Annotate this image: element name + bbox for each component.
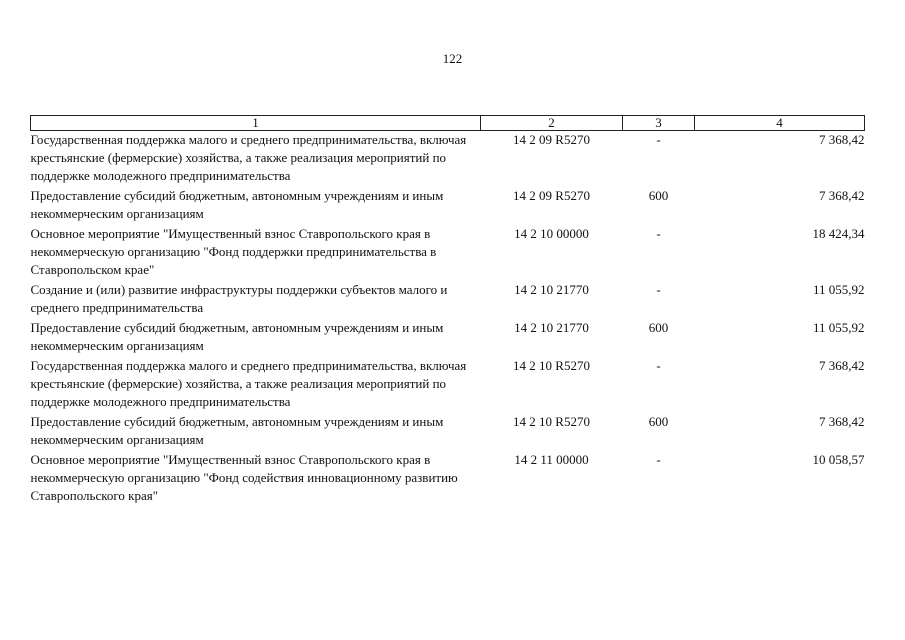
header-row: [31, 116, 865, 131]
column-header-1: 1: [31, 116, 481, 131]
table-header: [31, 116, 865, 131]
table-row: [31, 187, 865, 225]
budget-table: [30, 115, 865, 507]
row-amount: 11 055,92: [812, 320, 865, 335]
table-row: [31, 357, 865, 413]
row-amount: 11 055,92: [812, 282, 865, 297]
row-code: 14 2 10 21770: [514, 282, 589, 297]
row-code: 14 2 10 R5270: [513, 414, 590, 429]
table-row: [31, 319, 865, 357]
page-number: 122: [442, 51, 463, 66]
row-amount: 10 058,57: [812, 452, 865, 467]
column-header-2: 2: [481, 116, 623, 131]
row-amount: 7 368,42: [819, 358, 865, 373]
row-name: Предоставление субсидий бюджетным, автономным учреждениям и иным некоммерческим организациям: [30, 188, 444, 221]
row-code: 14 2 10 00000: [514, 226, 589, 241]
table-row: [31, 451, 865, 507]
row-name: Государственная поддержка малого и среднего предпринимательства, включая крестьянские (фермерские) хозяйства, а также реализация мероприятий по поддержке молодежного предпринимательства: [30, 132, 467, 183]
row-amount: 18 424,34: [812, 226, 865, 241]
row-amount: 7 368,42: [819, 414, 865, 429]
column-header-3: 3: [623, 116, 695, 131]
column-header-4: 4: [695, 116, 865, 131]
table-body: [31, 131, 865, 508]
row-type: -: [656, 226, 661, 241]
table-row: [31, 131, 865, 188]
row-code: 14 2 10 R5270: [513, 358, 590, 373]
row-name: Создание и (или) развитие инфраструктуры поддержки субъектов малого и среднего предпринимательства: [30, 282, 448, 315]
row-type: 600: [648, 188, 669, 203]
row-code: 14 2 09 R5270: [513, 132, 590, 147]
row-amount: 7 368,42: [819, 188, 865, 203]
table-row: [31, 225, 865, 281]
table-row: [31, 413, 865, 451]
row-name: Предоставление субсидий бюджетным, автономным учреждениям и иным некоммерческим организациям: [30, 414, 444, 447]
row-amount: 7 368,42: [819, 132, 865, 147]
row-type: -: [656, 452, 661, 467]
row-name: Государственная поддержка малого и среднего предпринимательства, включая крестьянские (фермерские) хозяйства, а также реализация мероприятий по поддержке молодежного предпринимательства: [30, 358, 467, 409]
row-name: Основное мероприятие "Имущественный взнос Ставропольского края в некоммерческую организацию "Фонд содействия инновационному развитию Ставропольского края": [30, 452, 458, 503]
row-name: Предоставление субсидий бюджетным, автономным учреждениям и иным некоммерческим организациям: [30, 320, 444, 353]
row-name: Основное мероприятие "Имущественный взнос Ставропольского края в некоммерческую организацию "Фонд поддержки предпринимательства в Ставропольском крае": [30, 226, 437, 277]
row-type: 600: [648, 320, 669, 335]
row-code: 14 2 10 21770: [514, 320, 589, 335]
row-type: -: [656, 282, 661, 297]
row-type: 600: [648, 414, 669, 429]
row-type: -: [656, 358, 661, 373]
table-row: [31, 281, 865, 319]
row-code: 14 2 11 00000: [514, 452, 589, 467]
row-type: -: [656, 132, 661, 147]
row-code: 14 2 09 R5270: [513, 188, 590, 203]
